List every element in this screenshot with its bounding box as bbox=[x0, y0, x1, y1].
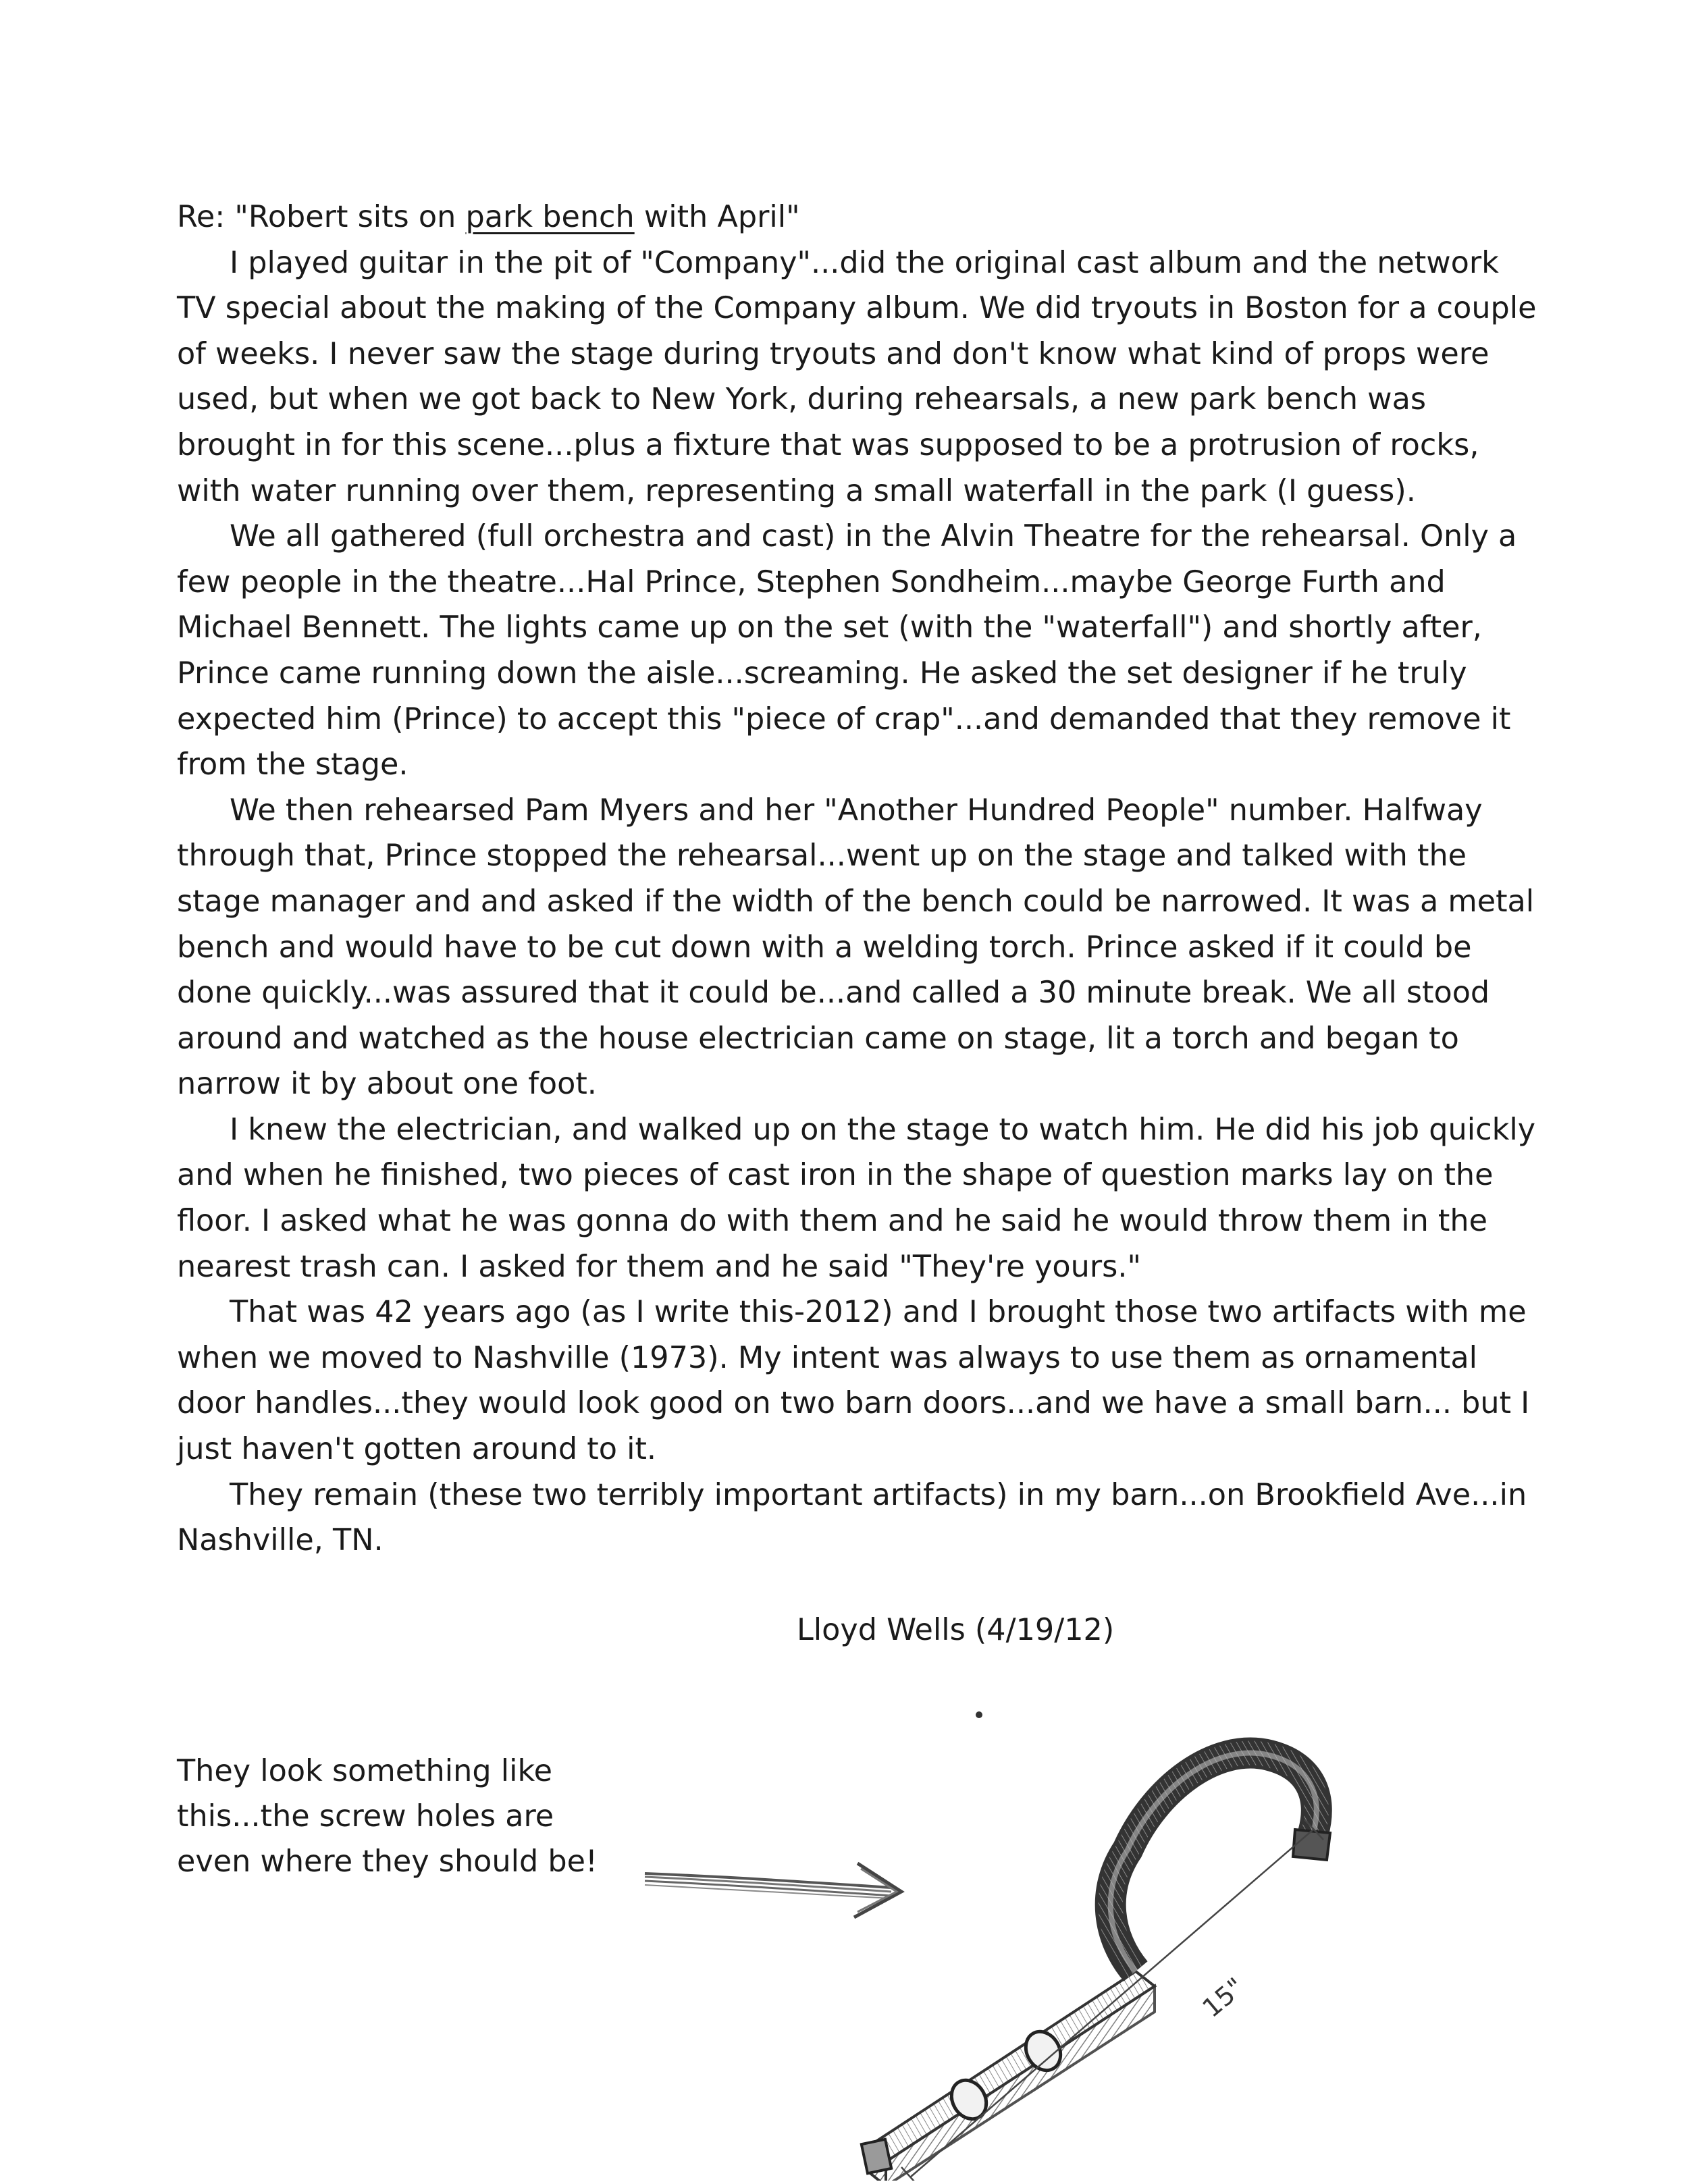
handle-bar bbox=[862, 1971, 1155, 2181]
handle-hook bbox=[1111, 1753, 1330, 1971]
arrow-icon bbox=[645, 1863, 901, 1917]
sketch-caption bbox=[177, 1749, 663, 1884]
dimension-label: 15" bbox=[1196, 1971, 1250, 2023]
caption-line: even where they should be! bbox=[177, 1844, 598, 1879]
caption-line: this...the screw holes are bbox=[177, 1799, 554, 1834]
caption-line: They look something like bbox=[177, 1754, 553, 1788]
subject-underlined: park bench bbox=[465, 200, 635, 234]
pencil-dot bbox=[976, 1711, 982, 1718]
paragraph: We all gathered (full orchestra and cast) in the Alvin Theatre for the rehearsal. Only a few people in the theatre...Hal Prince, Stephen Sondheim...maybe George Furth and Michael Bennett. The lights came up on the set (with the "waterfall") and shortly after, Prince came running down the aisle...screaming. He asked the set designer if he truly expected him (Prince) to accept this "piece of crap"...and demanded that they remove it from the stage. bbox=[177, 519, 1517, 782]
paragraph: I played guitar in the pit of "Company"...did the original cast album and the network TV special about the making of the Company album. We did tryouts in Boston for a couple of weeks. I never saw the stage during tryouts and don't know what kind of props were used, but when we got back to New York, during rehearsals, a new park bench was brought in for this scene...plus a fixture that was supposed to be a protrusion of rocks, with water running over them, representing a small waterfall in the park (I guess). bbox=[177, 245, 1537, 508]
subject-suffix: with April" bbox=[634, 200, 800, 234]
question-mark-handle-sketch bbox=[635, 1695, 1485, 2181]
subject-prefix: Re: "Robert sits on bbox=[177, 200, 466, 234]
paragraph: That was 42 years ago (as I write this-2012) and I brought those two artifacts with me when we moved to Nashville (1973). My intent was always to use them as ornamental door handles...they would look good on two barn doors...and we have a small barn... but I just haven't gotten around to it. bbox=[177, 1295, 1530, 1467]
signature: Lloyd Wells (4/19/12) bbox=[797, 1613, 1115, 1647]
paragraph: We then rehearsed Pam Myers and her "Another Hundred People" number. Halfway through that, Prince stopped the rehearsal...went up on the stage and talked with the stage manager and and asked if the width of the bench could be narrowed. It was a metal bench and would have to be cut down with a welding torch. Prince asked if it could be done quickly...was assured that it could be...and called a 30 minute break. We all stood around and watched as the house electrician came on stage, lit a torch and began to narrow it by about one foot. bbox=[177, 793, 1535, 1102]
subject-line bbox=[177, 194, 1541, 240]
letter-body bbox=[177, 194, 1541, 1564]
paragraph: I knew the electrician, and walked up on the stage to watch him. He did his job quickly and when he finished, two pieces of cast iron in the shape of question marks lay on the floor. I asked what he was gonna do with them and he said he would throw them in the nearest trash can. I asked for them and he said "They're yours." bbox=[177, 1112, 1536, 1284]
paragraph: They remain (these two terribly important artifacts) in my barn...on Brookfield Ave...in Nashville, TN. bbox=[177, 1477, 1527, 1558]
